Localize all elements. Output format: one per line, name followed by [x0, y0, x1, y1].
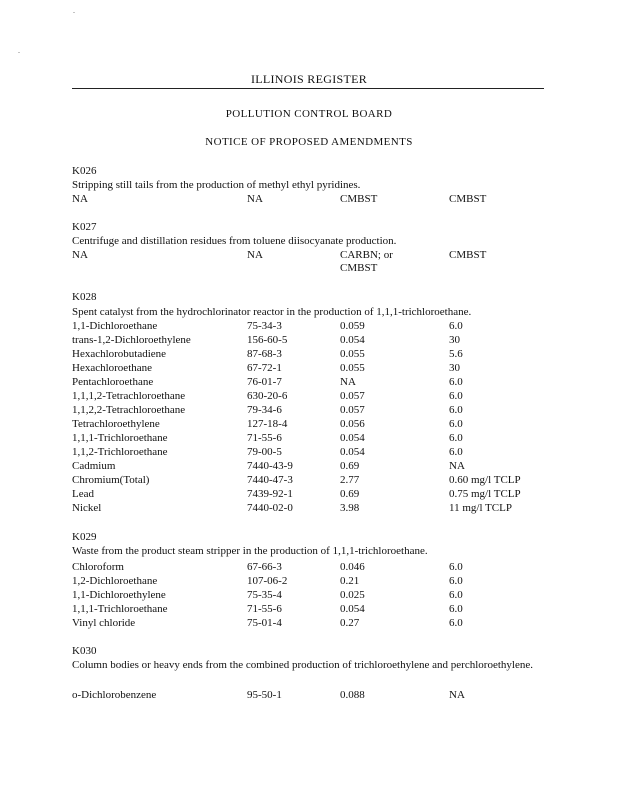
table-cell: 1,1-Dichloroethylene	[72, 589, 166, 601]
table-cell: 1,1,1-Trichloroethane	[72, 603, 168, 615]
table-cell: 1,1,1-Trichloroethane	[72, 432, 168, 444]
table-cell: 127-18-4	[247, 418, 288, 430]
section-description: Centrifuge and distillation residues from toluene diisocyanate production.	[72, 235, 397, 247]
table-cell: 7440-43-9	[247, 460, 293, 472]
table-cell: 1,2-Dichloroethane	[72, 575, 158, 587]
table-cell: 0.055	[340, 362, 365, 374]
table-cell: 1,1,1,2-Tetrachloroethane	[72, 390, 186, 402]
table-cell: 11 mg/l TCLP	[449, 502, 512, 514]
table-cell: 0.056	[340, 418, 365, 430]
section-description: Stripping still tails from the production of methyl ethyl pyridines.	[72, 179, 361, 191]
table-cell: 30	[449, 362, 460, 374]
table-cell: NA	[449, 689, 465, 701]
table-cell: 1,1,2-Trichloroethane	[72, 446, 168, 458]
table-cell: 6.0	[449, 390, 463, 402]
table-cell: Nickel	[72, 502, 102, 514]
table-cell: 1,1-Dichloroethane	[72, 320, 158, 332]
table-cell: 7440-47-3	[247, 474, 293, 486]
table-cell: 630-20-6	[247, 390, 288, 402]
table-cell: 0.055	[340, 348, 365, 360]
table-cell: 0.75 mg/l TCLP	[449, 488, 521, 500]
table-cell: Hexachlorobutadiene	[72, 348, 167, 360]
table-cell: Vinyl chloride	[72, 617, 136, 629]
table-cell: 0.025	[340, 589, 365, 601]
table-cell: 0.21	[340, 575, 360, 587]
table-cell: 6.0	[449, 418, 463, 430]
table-cell: Pentachloroethane	[72, 376, 154, 388]
table-cell: NA	[340, 376, 356, 388]
table-cell: 6.0	[449, 446, 463, 458]
table-cell: CMBST	[340, 193, 378, 205]
section-code: K028	[72, 291, 97, 303]
section-code: K027	[72, 221, 97, 233]
table-cell: 30	[449, 334, 460, 346]
table-cell: CARBN; or CMBST	[340, 249, 393, 274]
section-code: K029	[72, 531, 97, 543]
header-rule	[72, 88, 544, 89]
table-cell: Chloroform	[72, 561, 124, 573]
table-cell: NA	[247, 249, 263, 261]
table-cell: Chromium(Total)	[72, 474, 150, 486]
table-cell: 75-34-3	[247, 320, 282, 332]
table-cell: Hexachloroethane	[72, 362, 153, 374]
table-cell: 75-35-4	[247, 589, 282, 601]
table-cell: CMBST	[449, 193, 487, 205]
table-cell: 87-68-3	[247, 348, 282, 360]
table-cell: 0.088	[340, 689, 365, 701]
table-cell: 0.27	[340, 617, 360, 629]
table-cell: 76-01-7	[247, 376, 282, 388]
table-cell: 0.059	[340, 320, 365, 332]
table-cell: 156-60-5	[247, 334, 288, 346]
table-cell: 71-55-6	[247, 432, 282, 444]
table-cell: 6.0	[449, 432, 463, 444]
table-cell: 6.0	[449, 589, 463, 601]
table-cell: 6.0	[449, 320, 463, 332]
table-cell: 71-55-6	[247, 603, 282, 615]
table-cell: 0.046	[340, 561, 365, 573]
table-cell: 0.054	[340, 446, 365, 458]
table-cell: 67-72-1	[247, 362, 282, 374]
table-cell: 0.057	[340, 390, 365, 402]
table-cell: 67-66-3	[247, 561, 282, 573]
table-cell: o-Dichlorobenzene	[72, 689, 157, 701]
table-cell: 1,1,2,2-Tetrachloroethane	[72, 404, 186, 416]
table-cell: 95-50-1	[247, 689, 282, 701]
table-cell: CMBST	[449, 249, 487, 261]
table-cell: 5.6	[449, 348, 463, 360]
scan-speck: .	[73, 6, 75, 15]
board-name: POLLUTION CONTROL BOARD	[225, 108, 393, 120]
table-cell: 107-06-2	[247, 575, 288, 587]
table-cell: Cadmium	[72, 460, 116, 472]
table-cell: NA	[247, 193, 263, 205]
table-cell: 0.054	[340, 432, 365, 444]
table-cell: 0.69	[340, 460, 360, 472]
table-cell: 6.0	[449, 617, 463, 629]
table-cell: NA	[449, 460, 465, 472]
table-cell: 6.0	[449, 575, 463, 587]
table-cell: 3.98	[340, 502, 360, 514]
section-code: K030	[72, 645, 97, 657]
table-cell: 0.057	[340, 404, 365, 416]
table-cell: 0.60 mg/l TCLP	[449, 474, 521, 486]
table-cell: 6.0	[449, 376, 463, 388]
table-cell: NA	[72, 249, 88, 261]
table-cell: 0.054	[340, 334, 365, 346]
table-cell: 0.69	[340, 488, 360, 500]
table-cell: 6.0	[449, 561, 463, 573]
register-title: ILLINOIS REGISTER	[250, 72, 368, 86]
table-cell: 2.77	[340, 474, 360, 486]
scan-speck: .	[18, 46, 20, 55]
section-description: Spent catalyst from the hydrochlorinator reactor in the production of 1,1,1-trichloroethane.	[72, 306, 472, 318]
table-cell: Lead	[72, 488, 94, 500]
section-code: K026	[72, 165, 97, 177]
table-cell: 7439-92-1	[247, 488, 293, 500]
section-description: Column bodies or heavy ends from the combined production of trichloroethylene and perchloroethylene.	[72, 659, 533, 671]
table-cell: NA	[72, 193, 88, 205]
notice-title: NOTICE OF PROPOSED AMENDMENTS	[205, 136, 413, 148]
table-cell: trans-1,2-Dichloroethylene	[72, 334, 191, 346]
table-cell: 75-01-4	[247, 617, 282, 629]
table-cell: 0.054	[340, 603, 365, 615]
table-cell: Tetrachloroethylene	[72, 418, 160, 430]
table-cell: 7440-02-0	[247, 502, 293, 514]
table-cell: 79-00-5	[247, 446, 282, 458]
table-cell: 6.0	[449, 603, 463, 615]
table-cell: 6.0	[449, 404, 463, 416]
table-cell: 79-34-6	[247, 404, 282, 416]
section-description: Waste from the product steam stripper in the production of 1,1,1-trichloroethane.	[72, 545, 428, 557]
